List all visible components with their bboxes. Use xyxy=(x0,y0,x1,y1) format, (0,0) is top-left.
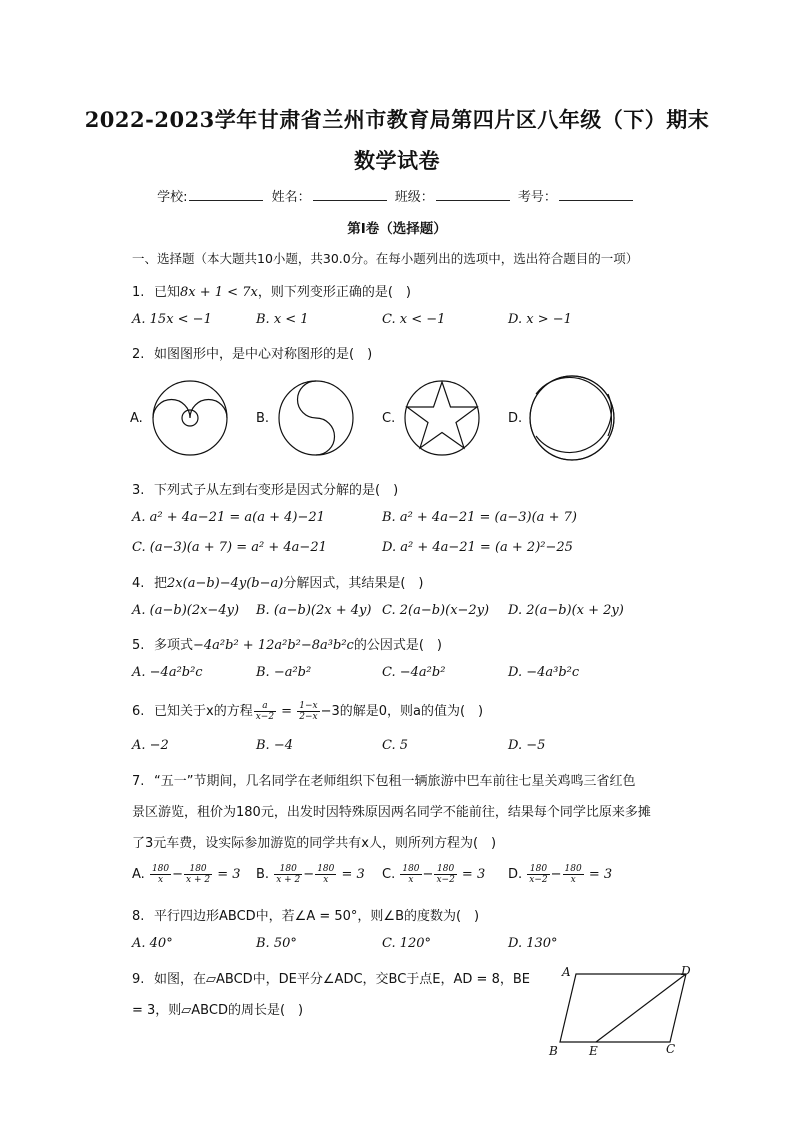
question-stem-prefix: 已知关于x的方程 xyxy=(154,704,253,719)
question-number: 2. xyxy=(132,347,145,362)
question-math: −4a²b² + 12a²b²−8a³b²c xyxy=(193,638,354,653)
option-c: C. xyxy=(382,411,396,426)
question-math: 2x(a−b)−4y(b−a) xyxy=(167,576,284,591)
question-7 xyxy=(132,770,635,789)
question-stem-prefix: 把 xyxy=(154,576,168,591)
school-label: 学校: xyxy=(157,190,188,205)
question-4 xyxy=(132,572,424,591)
question-1 xyxy=(132,281,411,300)
option-c: C. −4a²b² xyxy=(382,665,446,680)
vertex-label-c: C xyxy=(666,1042,676,1056)
question-3 xyxy=(132,479,398,498)
fraction: $\frac{a}{x-2}$ xyxy=(255,701,275,722)
option-b: B. (a−b)(2x + 4y) xyxy=(256,603,372,618)
name-blank xyxy=(313,188,387,201)
option-d: D. −4a³b²c xyxy=(508,665,580,680)
question-6 xyxy=(132,700,483,722)
question-stem: 平行四边形ABCD中，若∠A = 50°，则∠B的度数为( ) xyxy=(154,909,480,924)
option-d: D. a² + 4a−21 = (a + 2)²−25 xyxy=(382,540,573,555)
question-stem-line1: “五一”节期间，几名同学在老师组织下包租一辆旅游中巴车前往七星关鸡鸣三省红色 xyxy=(154,774,636,789)
vertex-label-a: A xyxy=(562,965,571,979)
exam-no-blank xyxy=(559,188,633,201)
question-7-line2: 景区游览，租价为180元，出发时因特殊原因两名同学不能前往，结果每个同学比原来多摊 xyxy=(132,805,651,820)
school-blank xyxy=(189,188,263,201)
fraction: $\frac{1-x}{2-x}$ xyxy=(299,701,318,722)
exam-title-line2: 数学试卷 xyxy=(354,148,440,173)
question-9-line2: = 3，则▱ABCD的周长是( ) xyxy=(132,1003,304,1018)
exam-title-line1: 2022-2023学年甘肃省兰州市教育局第四片区八年级（下）期末 xyxy=(84,107,710,132)
option-b: B. −a²b² xyxy=(256,665,312,680)
volume-title: 第I卷（选择题） xyxy=(347,221,447,237)
option-a: A. (a−b)(2x−4y) xyxy=(132,603,240,618)
option-d: D. 130° xyxy=(508,936,558,951)
option-b: B. a² + 4a−21 = (a−3)(a + 7) xyxy=(382,510,577,525)
option-a: A. 40° xyxy=(132,936,173,951)
name-label: 姓名： xyxy=(271,190,311,205)
option-c: C. 5 xyxy=(382,738,409,753)
question-stem: 下列式子从左到右变形是因式分解的是( ) xyxy=(154,483,399,498)
option-d: D. $\frac{180}{x-2}$ − $\frac{180}{x}$ = 3 xyxy=(508,864,613,885)
question-7-line3: 了3元车费，设实际参加游览的同学共有x人，则所列方程为( ) xyxy=(132,836,497,851)
vertex-label-e: E xyxy=(589,1044,598,1058)
option-c: C. $\frac{180}{x}$ − $\frac{180}{x-2}$ = 3 xyxy=(382,864,486,885)
question-stem-prefix: 已知 xyxy=(154,285,181,300)
question-number: 3. xyxy=(132,483,145,498)
option-b: B. x < 1 xyxy=(256,312,309,327)
question-stem-suffix: −3的解是0，则a的值为( ) xyxy=(320,704,484,719)
question-number: 6. xyxy=(132,704,145,719)
option-d: D. xyxy=(508,411,523,426)
section-heading: 一、选择题（本大题共10小题，共30.0分。在每小题列出的选项中，选出符合题目的一项） xyxy=(132,251,639,266)
question-stem: 如图图形中，是中心对称图形的是( ) xyxy=(154,347,373,362)
option-c: C. (a−3)(a + 7) = a² + 4a−21 xyxy=(132,540,327,555)
option-a: A. −4a²b²c xyxy=(132,665,203,680)
vertex-label-b: B xyxy=(549,1044,558,1058)
option-b: B. xyxy=(256,411,270,426)
question-stem-suffix: ，则下列变形正确的是( ) xyxy=(257,285,411,300)
question-2 xyxy=(132,343,372,362)
figure-d-three-petal-icon xyxy=(529,374,615,460)
vertex-label-d: D xyxy=(681,964,691,978)
figure-b-yin-yang-icon xyxy=(276,380,356,460)
question-stem-suffix: 分解因式，其结果是( ) xyxy=(283,576,424,591)
option-c: C. 120° xyxy=(382,936,432,951)
equals-sign: = xyxy=(277,704,297,719)
figure-c-star-in-circle-icon xyxy=(402,380,482,460)
question-number: 4. xyxy=(132,576,145,591)
question-number: 1. xyxy=(132,285,145,300)
question-8 xyxy=(132,905,479,924)
option-a: A. $\frac{180}{x}$ − $\frac{180}{x + 2}$ = 3 xyxy=(132,864,241,885)
option-a: A. xyxy=(130,411,143,426)
class-blank xyxy=(436,188,510,201)
option-c: C. 2(a−b)(x−2y) xyxy=(382,603,490,618)
question-5 xyxy=(132,634,442,653)
question-9 xyxy=(132,968,530,987)
question-math: 8x + 1 < 7x xyxy=(180,285,258,300)
question-number: 8. xyxy=(132,909,145,924)
option-a: A. 15x < −1 xyxy=(132,312,212,327)
figure-a-circle-arcs-icon xyxy=(150,380,230,460)
exam-no-label: 考号： xyxy=(517,190,557,205)
option-a: A. a² + 4a−21 = a(a + 4)−21 xyxy=(132,510,325,525)
option-c: C. x < −1 xyxy=(382,312,446,327)
option-b: B. −4 xyxy=(256,738,293,753)
parallelogram-figure xyxy=(548,962,698,1062)
question-stem-prefix: 多项式 xyxy=(154,638,194,653)
question-stem-line1: 如图，在▱ABCD中，DE平分∠ADC，交BC于点E，AD = 8，BE xyxy=(154,972,530,987)
class-label: 班级： xyxy=(394,190,434,205)
option-b: B. 50° xyxy=(256,936,297,951)
option-d: D. −5 xyxy=(508,738,546,753)
option-d: D. 2(a−b)(x + 2y) xyxy=(508,603,624,618)
student-info-row xyxy=(0,186,794,205)
question-number: 7. xyxy=(132,774,145,789)
question-number: 9. xyxy=(132,972,145,987)
option-d: D. x > −1 xyxy=(508,312,572,327)
option-b: B. $\frac{180}{x + 2}$ − $\frac{180}{x}$ = 3 xyxy=(256,864,365,885)
option-a: A. −2 xyxy=(132,738,169,753)
question-number: 5. xyxy=(132,638,145,653)
question-stem-suffix: 的公因式是( ) xyxy=(353,638,442,653)
